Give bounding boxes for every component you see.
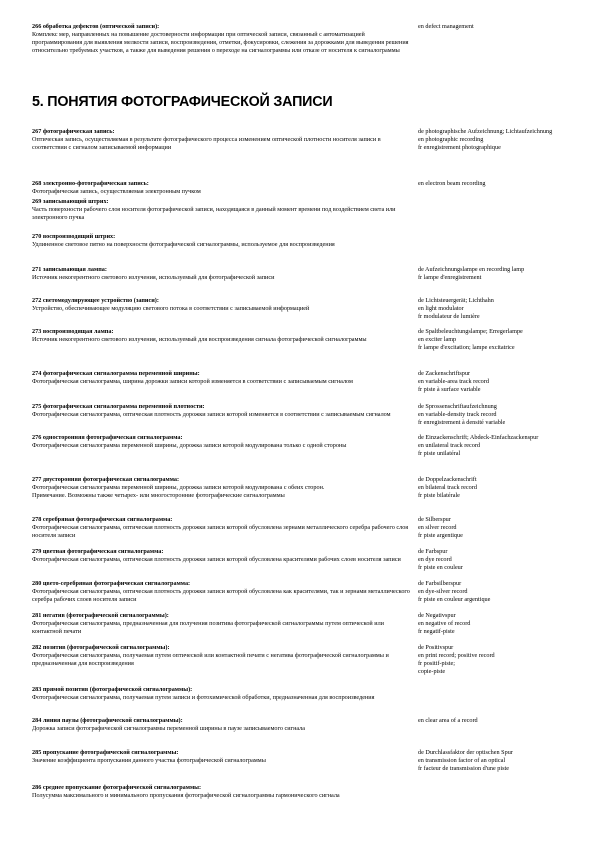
- entry-term: 286 среднее пропускание фотографической сигналограммы:: [32, 784, 202, 791]
- entry-text: [32, 612, 410, 636]
- entry-term: 277 двусторонняя фотографическая сигналограмма:: [32, 476, 180, 483]
- entry-term: 285 пропускание фотографической сигналограммы:: [32, 749, 179, 756]
- entry-foreign-equivalents: de photographische Aufzeichnung; Lichtaufzeichnung en photographic recording fr enregistrement photographique: [418, 128, 553, 151]
- entry-term: 283 прямой позитив (фотографической сигналограммы):: [32, 686, 193, 693]
- entry-definition: Оптическая запись, осуществляемая в результате фотографического процесса изменением оптической плотности носителя записи в соответствии с сигналом записываемой информации: [32, 135, 381, 151]
- entry-term: 270 воспроизводящий штрих:: [32, 233, 116, 240]
- entry-term: 275 фотографическая сигналограмма переменной плотности:: [32, 403, 205, 410]
- entry-text: [32, 434, 410, 450]
- entry-term: 280 цвето-серебряная фотографическая сигналограмма:: [32, 580, 191, 587]
- entry-foreign-equivalents: de Durchlassfaktor der optischen Spur en transmission factor of an optical fr facteur de transmission d'une piste: [418, 749, 513, 772]
- entry-term: 276 односторонняя фотографическая сигналограмма:: [32, 434, 183, 441]
- entry-definition: Устройство, обеспечивающее модуляцию светового потока в соответствии с записываемой информацией: [32, 304, 310, 312]
- entry-foreign-equivalents: en defect management: [418, 23, 474, 30]
- entry-term: 268 электронно-фотографическая запись:: [32, 180, 149, 187]
- entry-definition: Комплекс мер, направленных на повышение достоверности информации при оптической записи, связанный с автоматизацией программирования для выявления мелкости записи, воспроизведения, отметки, фокусировки, слежения за дорожками для выведения решения относительно требуемых участков, а также для выведения решения о переходе на сигналограммы или отказе от носителя к сигналограммы: [32, 30, 409, 54]
- entry-text: [32, 233, 410, 249]
- entry-text: [32, 644, 410, 668]
- entry-text: [32, 784, 410, 800]
- entry-definition: Фотографическая сигналограмма переменной ширины, дорожка записи которой модулирована с обеих сторон. Примечание. Возможны также четырех- или многосторонние фотографические сигналограммы: [32, 483, 325, 499]
- entry-text: [32, 548, 410, 564]
- entry-definition: Фотографическая сигналограмма, оптическая плотность дорожки записи которой обусловлена зернами металлического серебра рабочего слоя носителя записи: [32, 523, 409, 539]
- entry-term: 279 цветная фотографическая сигналограмма:: [32, 548, 164, 555]
- entry-term: 282 позитив (фотографической сигналограммы):: [32, 644, 170, 651]
- entry-term: 269 записывающий штрих:: [32, 198, 109, 205]
- entry-definition: Часть поверхности рабочего слоя носителя фотографической записи, находящаяся в данный момент времени под воздействием света или электронного пучка: [32, 205, 396, 221]
- entry-definition: Фотографическая сигналограмма, получаемая путем оптической или контактной печати с негатива фотографической сигналограммы и предназначенная для воспроизведения: [32, 651, 389, 667]
- entry-definition: Источник некогерентного светового излучения, используемый для фотографической записи: [32, 273, 275, 281]
- entry-foreign-equivalents: en electron beam recording: [418, 180, 486, 187]
- entry-term: 266 обработка дефектов (оптической записи):: [32, 23, 160, 30]
- entry-definition: Фотографическая сигналограмма переменной ширины, дорожка записи которой модулирована только с одной стороны: [32, 441, 347, 449]
- entry-text: [32, 686, 410, 702]
- entry-term: 271 записывающая лампа:: [32, 266, 107, 273]
- entry-definition: Фотографическая запись, осуществляемая электронным пучком: [32, 187, 201, 195]
- entry-foreign-equivalents: de Lichtsteuergerät; Lichthahn en light modulator fr modulateur de lumière: [418, 297, 494, 320]
- entry-text: [32, 23, 410, 55]
- entry-foreign-equivalents: de Negativspur en negative of record fr negatif-piste: [418, 612, 471, 635]
- entry-foreign-equivalents: de Doppelzackenschrift en bilateral track record fr piste bilatérale: [418, 476, 477, 499]
- entry-text: [32, 266, 410, 282]
- entry-foreign-equivalents: de Einzackenschrift; Abdeck-Einfachzackenspur en unilateral track record fr piste unilatéral: [418, 434, 539, 457]
- entry-text: [32, 516, 410, 540]
- entry-term: 284 линия паузы (фотографической сигналограммы):: [32, 717, 183, 724]
- entry-text: [32, 476, 410, 500]
- entry-definition: Фотографическая сигналограмма, ширина дорожки записи которой изменяется в соответствии с записываемым сигналом: [32, 377, 353, 385]
- entry-text: [32, 128, 410, 152]
- entry-term: 281 негатив (фотографической сигналограммы):: [32, 612, 169, 619]
- entry-foreign-equivalents: de Spaltbeleuchtungslampe; Erregerlampe en exciter lamp fr lampe d'excitation; lampe excitatrice: [418, 328, 523, 351]
- entry-text: [32, 749, 410, 765]
- entry-foreign-equivalents: de Farbsilberspur en dye-silver record fr piste en couleur argentique: [418, 580, 491, 603]
- entry-definition: Полусумма максимального и минимального пропускания фотографической сигналограммы гармонического сигнала: [32, 791, 340, 799]
- entry-definition: Фотографическая сигналограмма, оптическая плотность дорожки записи которой изменяется в соответствии с записываемым сигналом: [32, 410, 391, 418]
- entry-text: [32, 580, 410, 604]
- entry-text: [32, 180, 410, 196]
- entry-foreign-equivalents: de Aufzeichnungslampe en recording lamp fr lampe d'enregistrement: [418, 266, 525, 281]
- section-title: 5. ПОНЯТИЯ ФОТОГРАФИЧЕСКОЙ ЗАПИСИ: [32, 94, 333, 110]
- entry-foreign-equivalents: de Sprossenschriftaufzeichnung en variable-density track record fr enregistrement à densité variable: [418, 403, 506, 426]
- entry-text: [32, 403, 410, 419]
- entry-term: 278 серебряная фотографическая сигналограмма:: [32, 516, 173, 523]
- entry-definition: Источник некогерентного светового излучения, используемый для воспроизведения сигнала фотографической сигналограммы: [32, 335, 367, 343]
- entry-definition: Дорожка записи фотографической сигналограммы переменной ширины в паузе записываемого сигнала: [32, 724, 306, 732]
- entry-definition: Фотографическая сигналограмма, оптическая плотность дорожки записи которой обусловлена красителями рабочих слоев носителя записи: [32, 555, 401, 563]
- entry-foreign-equivalents: de Silberspur en silver record fr piste argentique: [418, 516, 463, 539]
- entry-definition: Значение коэффициента пропускания данного участка фотографической сигналограммы: [32, 756, 266, 764]
- entry-term: 272 светомодулирующее устройство (записи):: [32, 297, 159, 304]
- entry-text: [32, 297, 410, 313]
- entry-foreign-equivalents: de Farbspur en dye record fr piste en couleur: [418, 548, 463, 571]
- entry-text: [32, 198, 410, 222]
- entry-definition: Фотографическая сигналограмма, предназначенная для получения позитива фотографической сигналограммы путем оптической или контактной печати: [32, 619, 384, 635]
- entry-text: [32, 328, 410, 344]
- entry-definition: Фотографическая сигналограмма, получаемая путем записи и фотохимической обработки, предназначенная для воспроизведения: [32, 693, 375, 701]
- entry-foreign-equivalents: de Positivspur en print record; positive record fr positif-piste; copie-piste: [418, 644, 495, 675]
- entry-term: 273 воспроизводящая лампа:: [32, 328, 114, 335]
- entry-term: 274 фотографическая сигналограмма переменной ширины:: [32, 370, 200, 377]
- entry-definition: Удлиненное световое пятно на поверхности фотографической сигналограммы, используемое для воспроизведения: [32, 240, 335, 248]
- entry-foreign-equivalents: en clear area of a record: [418, 717, 478, 724]
- entry-text: [32, 370, 410, 386]
- entry-term: 267 фотографическая запись:: [32, 128, 115, 135]
- entry-text: [32, 717, 410, 733]
- entry-foreign-equivalents: de Zackenschriftspur en variable-area track record fr piste à surface variable: [418, 370, 489, 393]
- entry-definition: Фотографическая сигналограмма, оптическая плотность дорожки записи которой обусловлена как красителями, так и зернами металлического серебра рабочих слоев носителя записи: [32, 587, 410, 603]
